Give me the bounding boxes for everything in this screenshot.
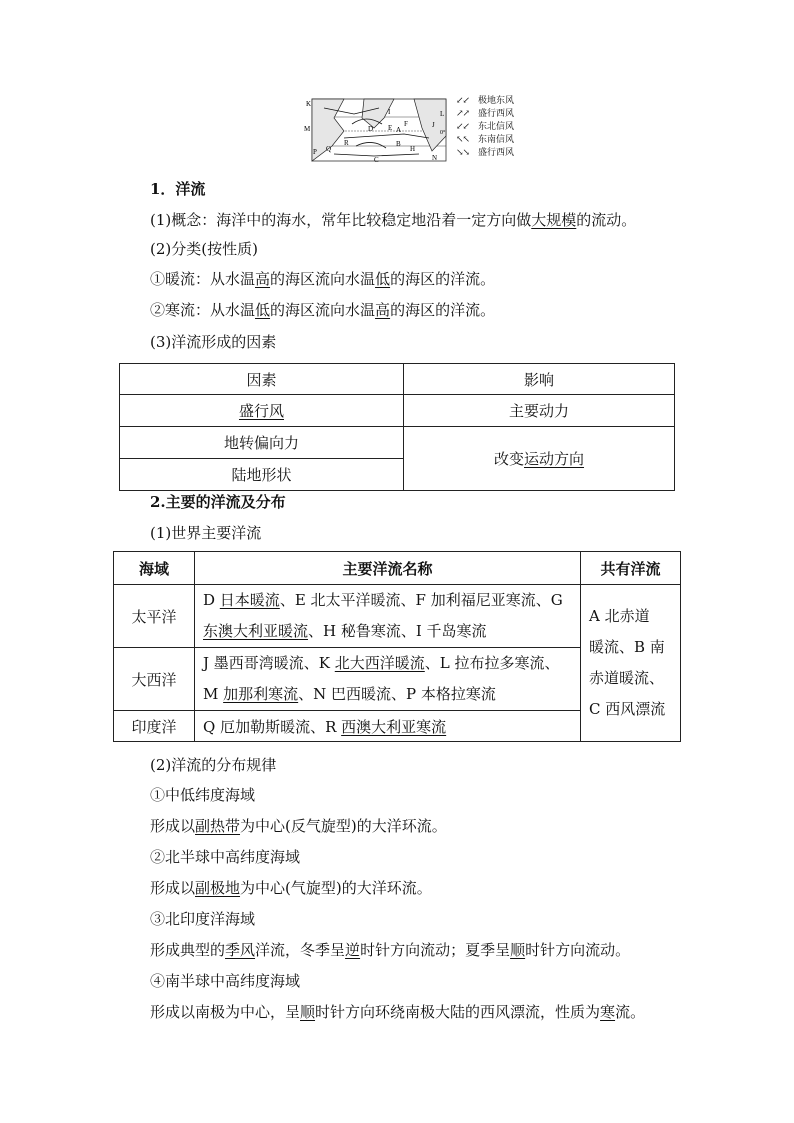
legend-item	[456, 135, 514, 146]
text: 、L 拉布拉多寒流、	[424, 654, 560, 672]
text: 时针方向环绕南极大陆的西风漂流，性质为	[315, 1003, 601, 1021]
text: M	[203, 685, 224, 703]
header-factor: 因素	[120, 364, 404, 395]
text: 、N 巴西暖流、P 本格拉寒流	[298, 685, 496, 703]
answer-underlined: 东澳大利亚暖流	[203, 622, 309, 640]
answer-underlined: 盛行风	[238, 402, 284, 420]
point-3-title: ③北印度洋海域	[150, 910, 256, 928]
text: ②寒流：从水温	[150, 301, 256, 319]
label-equator: 0°	[440, 130, 446, 136]
text: Q 厄加勒斯暖流、R	[203, 717, 342, 736]
text: 的海区的洋流。	[390, 301, 496, 319]
cell-line	[203, 679, 580, 710]
classification-heading: (2)分类(按性质)	[150, 240, 258, 258]
label-f: F	[404, 120, 408, 128]
header-sea: 海域	[114, 552, 195, 585]
table-cell: 地转偏向力	[120, 427, 404, 459]
sea-pacific: 太平洋	[114, 585, 195, 648]
shared-currents-cell	[581, 585, 681, 742]
wind-arrow-icon: ↗↗	[456, 109, 470, 119]
cell-line: 暖流、B 南	[589, 638, 665, 656]
cell-line: 赤道暖流、	[589, 669, 665, 687]
point-2-title: ②北半球中高纬度海域	[150, 848, 301, 866]
header-current-names: 主要洋流名称	[195, 552, 581, 585]
table-cell-merged	[404, 427, 675, 491]
text: 的海区流向水温	[270, 301, 376, 319]
text: 、H 秘鲁寒流、I 千岛寒流	[308, 622, 487, 640]
concept-paragraph	[150, 209, 636, 231]
label-b: B	[396, 140, 401, 148]
text: 形成以南极为中心，呈	[150, 1003, 301, 1021]
label-a: A	[396, 126, 402, 134]
text: 时针方向流动。	[525, 941, 631, 959]
legend-label: 东南信风	[478, 135, 515, 145]
wind-arrow-icon: ↖↖	[456, 135, 470, 145]
answer-underlined: 北大西洋暖流	[334, 654, 425, 672]
answer-underlined: 顺	[300, 1003, 316, 1021]
wind-arrow-icon: ↙↙	[456, 96, 470, 106]
ocean-current-map	[304, 96, 454, 166]
label-d: D	[368, 125, 374, 133]
answer-underlined: 顺	[510, 941, 526, 959]
answer-underlined: 逆	[345, 941, 361, 959]
table-header-row	[120, 364, 675, 395]
cold-current-definition	[150, 299, 495, 321]
legend-item	[456, 148, 514, 159]
answer-underlined: 运动方向	[524, 450, 585, 468]
point-3-text	[150, 939, 630, 961]
factors-table	[119, 363, 675, 491]
text: D	[203, 591, 220, 609]
point-1-text	[150, 815, 447, 837]
answer-underlined: 低	[255, 301, 271, 319]
answer-underlined: 低	[375, 270, 391, 288]
legend-label: 盛行西风	[478, 109, 515, 119]
label-e: E	[388, 124, 393, 132]
table-cell	[195, 648, 581, 711]
answer-underlined: 高	[375, 301, 391, 319]
warm-current-definition	[150, 268, 495, 290]
answer-underlined: 季风	[225, 941, 256, 959]
label-r: R	[344, 139, 349, 147]
ocean-current-diagram	[304, 96, 528, 166]
currents-table	[113, 551, 681, 742]
legend-item	[456, 96, 514, 107]
text: 流。	[615, 1003, 646, 1021]
header-shared: 共有洋流	[581, 552, 681, 585]
table-cell: 主要动力	[404, 395, 675, 427]
label-p: P	[313, 148, 317, 156]
answer-underlined: 日本暖流	[219, 591, 280, 609]
label-k: K	[306, 100, 312, 108]
text: 时针方向流动；夏季呈	[360, 941, 511, 959]
label-j: J	[432, 121, 435, 129]
label-n: N	[432, 154, 438, 162]
table-row	[120, 427, 675, 459]
legend-label: 极地东风	[478, 96, 515, 106]
table-cell	[195, 585, 581, 648]
table-cell	[120, 395, 404, 427]
section-heading-main-currents: 2.主要的洋流及分布	[150, 493, 286, 511]
cell-line	[203, 585, 580, 616]
text: 形成以	[150, 817, 196, 835]
sea-atlantic: 大西洋	[114, 648, 195, 711]
header-effect: 影响	[404, 364, 675, 395]
label-i: I	[388, 108, 391, 116]
legend-label: 盛行西风	[478, 148, 515, 158]
answer-underlined: 西澳大利亚寒流	[341, 717, 447, 736]
world-currents-heading: (1)世界主要洋流	[150, 524, 262, 542]
cell-line: C 西风漂流	[589, 700, 666, 718]
point-2-text	[150, 877, 432, 899]
answer-underlined: 寒	[600, 1003, 616, 1021]
text: 形成以	[150, 879, 196, 897]
table-row	[120, 395, 675, 427]
answer-underlined: 副极地	[195, 879, 241, 897]
legend-label: 东北信风	[478, 122, 515, 132]
sea-indian: 印度洋	[114, 711, 195, 742]
cell-line: A 北赤道	[589, 607, 650, 625]
point-4-title: ④南半球中高纬度海域	[150, 972, 301, 990]
cell-line	[203, 616, 580, 647]
legend-item	[456, 109, 514, 120]
table-cell: 陆地形状	[120, 459, 404, 491]
section-heading-ocean-current: 1．洋流	[150, 180, 206, 198]
text: (1)概念：海洋中的海水，常年比较稳定地沿着一定方向做	[150, 211, 532, 229]
label-q: Q	[326, 145, 332, 153]
table-row-pacific	[114, 585, 681, 648]
point-4-text	[150, 1001, 645, 1023]
point-1-title: ①中低纬度海域	[150, 786, 256, 804]
label-l: L	[440, 110, 445, 118]
text: 为中心(反气旋型)的大洋环流。	[240, 817, 447, 835]
text: 的海区的洋流。	[390, 270, 496, 288]
table-cell	[195, 711, 581, 742]
text: 的海区流向水温	[270, 270, 376, 288]
text: 洋流，冬季呈	[255, 941, 346, 959]
label-c: C	[374, 156, 379, 164]
text: 形成典型的	[150, 941, 226, 959]
distribution-heading: (2)洋流的分布规律	[150, 756, 277, 774]
text: J 墨西哥湾暖流、K	[203, 654, 335, 672]
table-header-row	[114, 552, 681, 585]
label-m: M	[304, 125, 311, 133]
cell-line	[203, 648, 580, 679]
text: 的流动。	[576, 211, 637, 229]
text: 为中心(气旋型)的大洋环流。	[240, 879, 432, 897]
answer-underlined: 大规模	[531, 211, 577, 229]
answer-underlined: 加那利寒流	[223, 685, 299, 703]
legend-item	[456, 122, 514, 133]
text: 改变	[493, 450, 524, 468]
answer-underlined: 副热带	[195, 817, 241, 835]
label-h: H	[410, 145, 416, 153]
answer-underlined: 高	[255, 270, 271, 288]
text: 、E 北太平洋暖流、F 加利福尼亚寒流、G	[279, 591, 563, 609]
factors-heading: (3)洋流形成的因素	[150, 333, 277, 351]
wind-arrow-icon: ↙↙	[456, 122, 470, 132]
text: ①暖流：从水温	[150, 270, 256, 288]
wind-arrow-icon: ↘↘	[456, 148, 470, 158]
